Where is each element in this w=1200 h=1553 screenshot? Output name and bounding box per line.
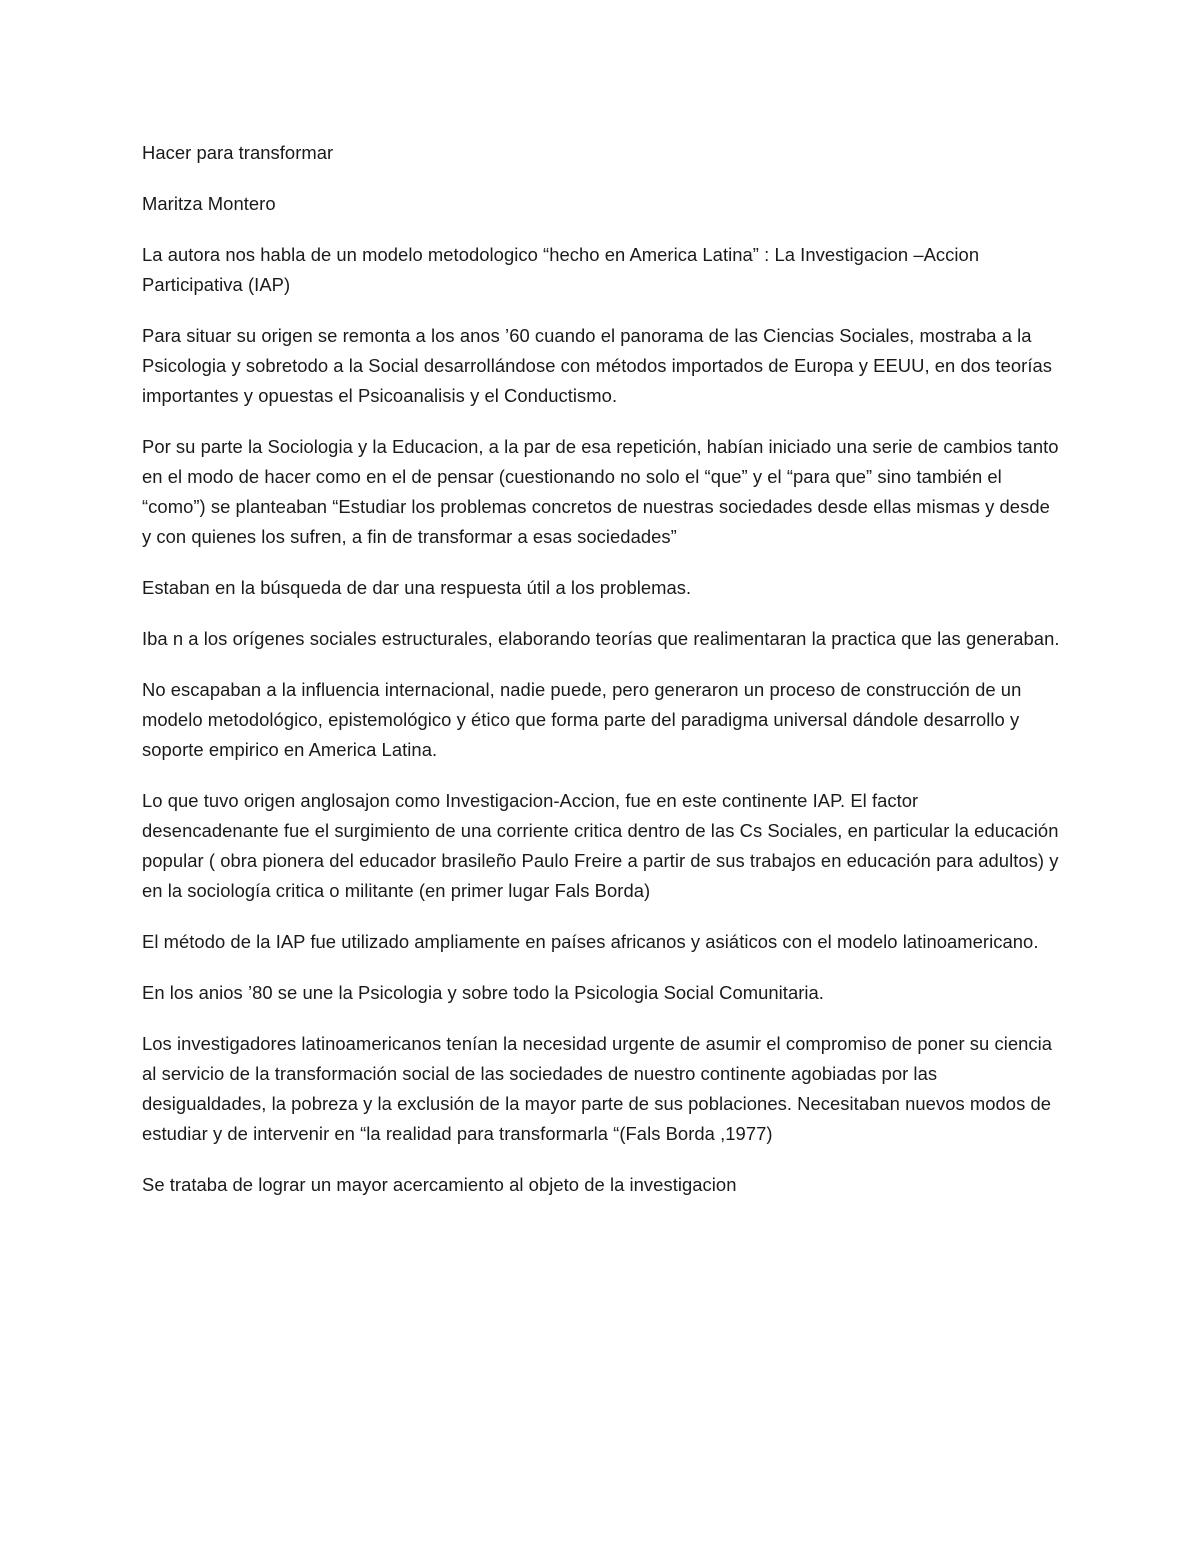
paragraph: Por su parte la Sociologia y la Educacion, a la par de esa repetición, habían iniciado una serie de cambios tanto en el modo de hacer como en el de pensar (cuestionando no solo el “que” y el “para que” sino también el “como”) se planteaban “Estudiar los problemas concretos de nuestras sociedades desde ellas mismas y desde y con quienes los sufren, a fin de transformar a esas sociedades”	[142, 436, 1059, 547]
document-title: Hacer para transformar	[142, 142, 334, 163]
paragraph: No escapaban a la influencia internacional, nadie puede, pero generaron un proceso de construcción de un modelo metodológico, epistemológico y ético que forma parte del paradigma universal dándole desarrollo y soporte empirico en America Latina.	[142, 679, 1022, 760]
document-page	[142, 138, 1060, 1221]
paragraph: Estaban en la búsqueda de dar una respuesta útil a los problemas.	[142, 577, 692, 598]
paragraph: Lo que tuvo origen anglosajon como Investigacion-Accion, fue en este continente IAP. El factor desencadenante fue el surgimiento de una corriente critica dentro de las Cs Sociales, en particular la educación popular ( obra pionera del educador brasileño Paulo Freire a partir de sus trabajos en educación para adultos) y en la sociología critica o militante (en primer lugar Fals Borda)	[142, 790, 1059, 901]
paragraph: El método de la IAP fue utilizado ampliamente en países africanos y asiáticos con el modelo latinoamericano.	[142, 931, 1039, 952]
paragraph: Los investigadores latinoamericanos tenían la necesidad urgente de asumir el compromiso de poner su ciencia al servicio de la transformación social de las sociedades de nuestro continente agobiadas por las desigualdades, la pobreza y la exclusión de la mayor parte de sus poblaciones. Necesitaban nuevos modos de estudiar y de intervenir en “la realidad para transformarla “(Fals Borda ,1977)	[142, 1033, 1053, 1144]
paragraph: Para situar su origen se remonta a los anos ’60 cuando el panorama de las Ciencias Sociales, mostraba a la Psicologia y sobretodo a la Social desarrollándose con métodos importados de Europa y EEUU, en dos teorías importantes y opuestas el Psicoanalisis y el Conductismo.	[142, 325, 1053, 406]
paragraph: La autora nos habla de un modelo metodologico “hecho en America Latina” : La Investigacion –Accion Participativa (IAP)	[142, 244, 980, 295]
paragraph: Iba n a los orígenes sociales estructurales, elaborando teorías que realimentaran la practica que las generaban.	[142, 628, 1060, 649]
paragraph: Se trataba de lograr un mayor acercamiento al objeto de la investigacion	[142, 1174, 737, 1195]
document-author: Maritza Montero	[142, 193, 276, 214]
paragraph: En los anios ’80 se une la Psicologia y sobre todo la Psicologia Social Comunitaria.	[142, 982, 824, 1003]
